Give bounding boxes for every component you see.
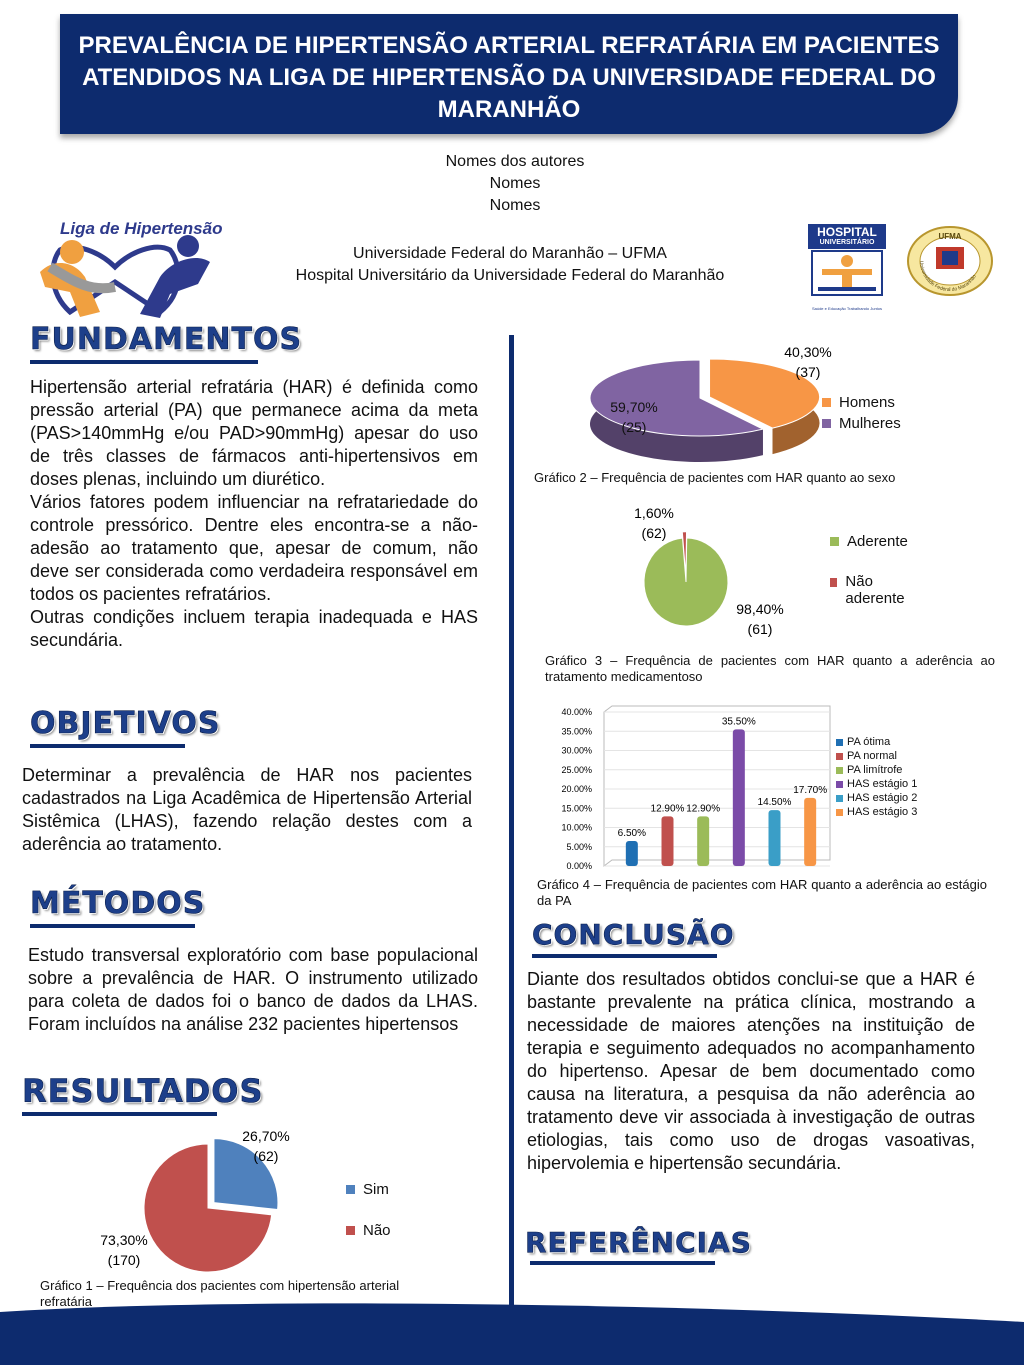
chart-4-value-label: 12.90% [650, 803, 685, 815]
chart-3-label-nao-aderente: 1,60% (62) [634, 505, 674, 541]
chart-4-bar-1 [662, 816, 674, 866]
chart-4-legend-item: HAS estágio 1 [836, 778, 917, 790]
objetivos-title: OBJETIVOS [30, 706, 221, 741]
legend-swatch [346, 1185, 355, 1194]
chart-4-ytick-label: 15.00% [561, 803, 592, 814]
chart-4-legend-item: HAS estágio 2 [836, 792, 917, 804]
column-divider [509, 335, 514, 1365]
authors-block [330, 151, 700, 217]
footer-wave [0, 1300, 1024, 1365]
resultados-underline [22, 1112, 217, 1116]
legend-swatch [822, 419, 831, 428]
legend-swatch [830, 537, 839, 546]
metodos-underline [30, 924, 195, 928]
chart-2-legend-homens: Homens [822, 394, 895, 411]
chart-1 [100, 1125, 300, 1275]
chart-1-legend-sim: Sim [346, 1181, 389, 1198]
ufma-ring-text: Universidade Federal do Maranhão [917, 260, 978, 294]
hospital-logo [808, 224, 886, 311]
chart-4-ytick-label: 0.00% [566, 861, 592, 871]
institutions-block [230, 243, 790, 287]
objetivos-underline [30, 744, 185, 748]
conclusao-body: Diante dos resultados obtidos conclui-se que a HAR é bastante prevalente na prática clínica, mostrando a necessidade de maiores atenções na instituição de terapia e seguimento adequados no acompanhamento do hipertenso. Apesar de bem documentado como causa na literatura, a pesquisa da não aderência ao tratamento deve vir associada à investigação de outras etiologias, tais como uso de drogas vasoativas, hipervolemia e hipertensão secundária. [527, 969, 975, 1173]
referencias-underline [530, 1261, 715, 1265]
chart-4-caption: Gráfico 4 – Frequência de pacientes com HAR quanto a aderência ao estágio da PA [537, 877, 987, 908]
chart-2-caption: Gráfico 2 – Frequência de pacientes com HAR quanto ao sexo [534, 470, 896, 485]
fundamentos-paragraph: Outras condições incluem terapia inadequada e HAS secundária. [30, 607, 478, 650]
hospital-logo-line2: UNIVERSITÁRIO [819, 239, 875, 246]
chart-1-legend-nao: Não [346, 1222, 391, 1239]
objetivos-body: Determinar a prevalência de HAR nos pacientes cadastrados na Liga Acadêmica de Hipertensão Arterial Sistêmica (LHAS), fazendo relação destes com a aderência ao tratamento. [22, 765, 472, 854]
chart-3-legend-nao-aderente: Não aderente [830, 573, 920, 607]
chart-4-value-label: 12.90% [686, 803, 721, 815]
legend-swatch [822, 398, 831, 407]
chart-4-legend-item: PA ótima [836, 736, 917, 748]
liga-logo [20, 212, 223, 324]
chart-4-value-label: 17.70% [793, 784, 828, 796]
ufma-seal [906, 225, 994, 297]
chart-4-ytick-label: 20.00% [561, 784, 592, 794]
chart-4-ytick-label: 25.00% [561, 764, 592, 775]
resultados-title: RESULTADOS [22, 1072, 264, 1110]
chart-2-legend-mulheres: Mulheres [822, 415, 901, 432]
legend-swatch [346, 1226, 355, 1235]
institution-line: Hospital Universitário da Universidade Federal do Maranhão [295, 267, 725, 284]
fundamentos-title: FUNDAMENTOS [30, 322, 303, 357]
author-line: Nomes [489, 175, 541, 192]
metodos-body: Estudo transversal exploratório com base populacional sobre a prevalência de HAR. O instrumento utilizado para coleta de dados foi o banco de dados da LHAS. Foram incluídos na análise 232 pacientes hipertensos [28, 945, 478, 1034]
chart-4-bar-0 [626, 841, 638, 866]
metodos-title: MÉTODOS [30, 886, 206, 921]
chart-4-bar-2 [697, 816, 709, 866]
chart-3 [620, 500, 810, 645]
institution-line: Universidade Federal do Maranhão – UFMA [353, 245, 667, 262]
conclusao-underline [532, 954, 717, 958]
hospital-figure-icon [808, 249, 886, 301]
fundamentos-body [30, 376, 478, 652]
chart-2-label-homens: 40,30% (37) [784, 344, 832, 380]
author-line: Nomes [489, 197, 541, 214]
hospital-logo-tagline: Saúde e Educação Trabalhando Juntos [811, 306, 883, 311]
chart-2 [570, 340, 830, 470]
chart-3-legend-aderente: Aderente [830, 533, 908, 550]
chart-4-bar-3 [733, 729, 745, 866]
chart-4-ytick-label: 5.00% [566, 841, 592, 852]
fundamentos-paragraph: Hipertensão arterial refratária (HAR) é definida como pressão arterial (PA) que permanece acima da meta (PAS>140mmHg e/ou PAD>90mmHg) apesar do uso de três classes de fármacos anti-hipertensivos em doses plenas, incluindo um diurético. [30, 377, 478, 489]
liga-logo-text: Liga de Hipertensão [60, 219, 223, 238]
chart-4-legend [836, 736, 917, 818]
chart-4-bar-5 [804, 798, 816, 866]
chart-4-value-label: 14.50% [757, 797, 792, 809]
chart-1-label-sim: 26,70% (62) [242, 1128, 290, 1164]
chart-3-caption: Gráfico 3 – Frequência de pacientes com HAR quanto a aderência ao tratamento medicamentoso [545, 653, 995, 684]
chart-4-legend-item: PA limítrofe [836, 764, 917, 776]
fundamentos-underline [30, 360, 258, 364]
chart-1-caption: Gráfico 1 – Frequência dos pacientes com hipertensão arterial refratária [40, 1278, 400, 1309]
chart-4-legend-item: HAS estágio 3 [836, 806, 917, 818]
referencias-title: REFERÊNCIAS [525, 1226, 752, 1259]
fundamentos-paragraph: Vários fatores podem influenciar na refratariedade do controle pressórico. Dentre eles encontra-se a não-adesão ao tratamento que, apesar de comum, não deve ser considerada como verdadeira responsável em todos os pacientes refratários. [30, 492, 478, 604]
chart-4-value-label: 6.50% [617, 827, 647, 839]
chart-4-ytick-label: 40.00% [561, 707, 592, 717]
chart-3-label-aderente: 98,40% (61) [736, 601, 784, 637]
hospital-logo-line1: HOSPITAL [817, 225, 877, 239]
chart-4-ytick-label: 35.00% [561, 726, 592, 737]
chart-4-legend-item: PA normal [836, 750, 917, 762]
chart-1-label-nao: 73,30% (170) [100, 1232, 148, 1268]
chart-4-ytick-label: 10.00% [561, 822, 592, 833]
conclusao-title: CONCLUSÃO [532, 918, 735, 951]
chart-4 [548, 700, 838, 875]
chart-4-value-label: 35.50% [721, 716, 756, 728]
poster-title: PREVALÊNCIA DE HIPERTENSÃO ARTERIAL REFRATÁRIA EM PACIENTES ATENDIDOS NA LIGA DE HIPERTENSÃO DA UNIVERSIDADE FEDERAL DO MARANHÃO [78, 32, 940, 123]
chart-2-label-mulheres: 59,70% (25) [610, 399, 658, 435]
ufma-seal-text: UFMA [938, 232, 962, 241]
chart-4-bar-4 [769, 810, 781, 866]
author-line: Nomes dos autores [445, 153, 585, 170]
legend-swatch [830, 578, 837, 587]
chart-4-ytick-label: 30.00% [561, 745, 592, 756]
